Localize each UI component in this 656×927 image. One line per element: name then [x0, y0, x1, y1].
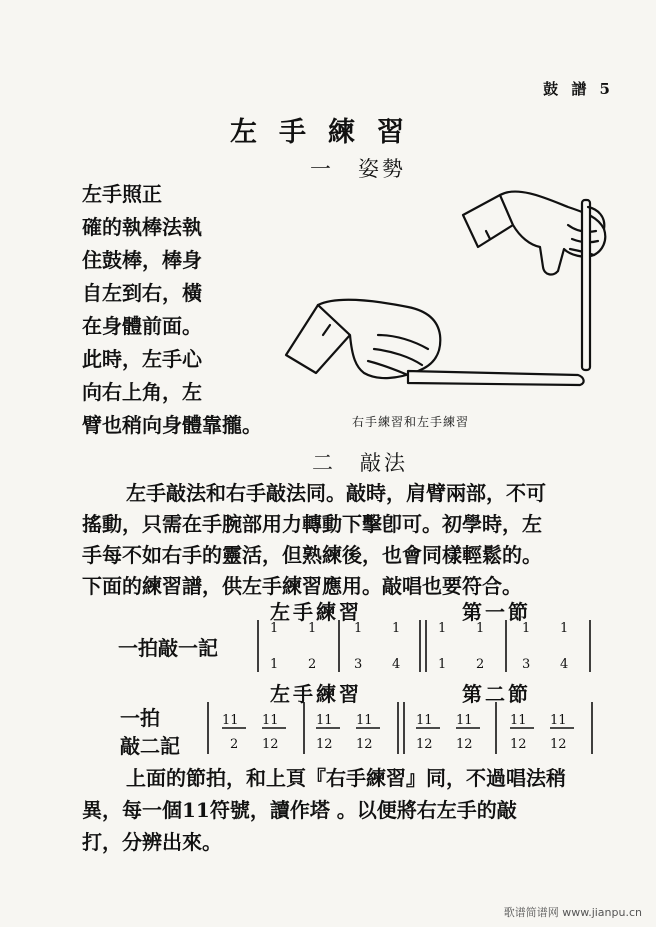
p2-m3-bot-b: 12 [456, 737, 473, 752]
p1-m4-bot-a: 3 [522, 657, 531, 672]
intro-line: 向右上角，左 [82, 380, 202, 404]
p2-m1-top-b: 11 [262, 713, 279, 728]
closing-line: 上面的節拍，和上頁『右手練習』同，不過唱法稍 [126, 766, 566, 790]
p2-m4-top-b: 11 [550, 713, 567, 728]
p1-m3-top-b: 1 [476, 621, 485, 636]
page-title: 左手練習 [230, 117, 426, 148]
intro-line: 臂也稍向身體靠攏。 [82, 413, 262, 437]
p1-m3-bot-a: 1 [438, 657, 447, 672]
p2-m1-top-a: 11 [222, 713, 239, 728]
body-line: 手每不如右手的靈活，但熟練後，也會同樣輕鬆的。 [82, 543, 542, 567]
p1-m3-top-a: 1 [438, 621, 447, 636]
practice1-staff [250, 616, 605, 676]
intro-paragraph [82, 178, 268, 442]
section-heading-technique: 二 敲法 [312, 451, 408, 475]
p1-m4-top-a: 1 [522, 621, 531, 636]
p2-m2-bot-b: 12 [356, 737, 373, 752]
p1-m2-bot-a: 3 [354, 657, 363, 672]
intro-line: 此時，左手心 [82, 347, 202, 371]
p2-m4-bot-a: 12 [510, 737, 527, 752]
p1-m3-bot-b: 2 [476, 657, 485, 672]
intro-line: 在身體前面。 [82, 314, 202, 338]
practice2-heading-left: 左手練習 [270, 682, 362, 706]
p2-m4-bot-b: 12 [550, 737, 567, 752]
p1-m1-bot-a: 1 [270, 657, 279, 672]
body-line: 搖動，只需在手腕部用力轉動下擊卽可。初學時，左 [82, 512, 542, 536]
p2-m2-top-b: 11 [356, 713, 373, 728]
practice2-row-label-2: 敲二記 [120, 734, 180, 758]
intro-line: 確的執棒法執 [82, 215, 202, 239]
intro-line: 左手照正 [82, 182, 162, 206]
p2-m2-top-a: 11 [316, 713, 333, 728]
p1-m4-top-b: 1 [560, 621, 569, 636]
practice2-row-label-1: 一拍 [120, 706, 160, 730]
closing-paragraph [82, 762, 642, 858]
p1-m4-bot-b: 4 [560, 657, 569, 672]
practice1-heading-left: 左手練習 [270, 600, 362, 624]
p2-m3-top-a: 11 [416, 713, 433, 728]
p2-m4-top-a: 11 [510, 713, 527, 728]
intro-line: 自左到右，橫 [82, 281, 202, 305]
p2-m1-bot-a: 2 [230, 737, 239, 752]
p1-m1-top-a: 1 [270, 621, 279, 636]
p2-m3-top-b: 11 [456, 713, 473, 728]
hands-holding-drumsticks-illustration [268, 185, 628, 410]
page-header: 鼓 譜 5 [543, 80, 614, 98]
body-line: 左手敲法和右手敲法同。敲時，肩臂兩部，不可 [126, 481, 546, 505]
practice2-staff [200, 698, 605, 758]
body-line: 下面的練習譜，供左手練習應用。敲唱也要符合。 [82, 574, 522, 598]
p1-m1-top-b: 1 [308, 621, 317, 636]
p2-m1-bot-b: 12 [262, 737, 279, 752]
practice1-heading-right: 第一節 [462, 600, 531, 624]
figure-caption: 右手練習和左手練習 [352, 415, 470, 429]
p2-m3-bot-a: 12 [416, 737, 433, 752]
practice1-row-label: 一拍敲一記 [118, 636, 218, 660]
intro-line: 住鼓棒，棒身 [82, 248, 202, 272]
closing-line: 異，每一個11符號，讀作塔 。以便將右左手的敲 [82, 798, 517, 822]
closing-line: 打，分辨出來。 [82, 830, 222, 854]
p2-m2-bot-a: 12 [316, 737, 333, 752]
p1-m2-bot-b: 4 [392, 657, 401, 672]
practice2-heading-right: 第二節 [462, 682, 531, 706]
section-heading-posture: 一 姿勢 [310, 157, 406, 181]
p1-m2-top-b: 1 [392, 621, 401, 636]
p1-m1-bot-b: 2 [308, 657, 317, 672]
p1-m2-top-a: 1 [354, 621, 363, 636]
site-watermark: 歌谱简谱网 www.jianpu.cn [503, 906, 642, 919]
technique-paragraph [82, 478, 642, 602]
